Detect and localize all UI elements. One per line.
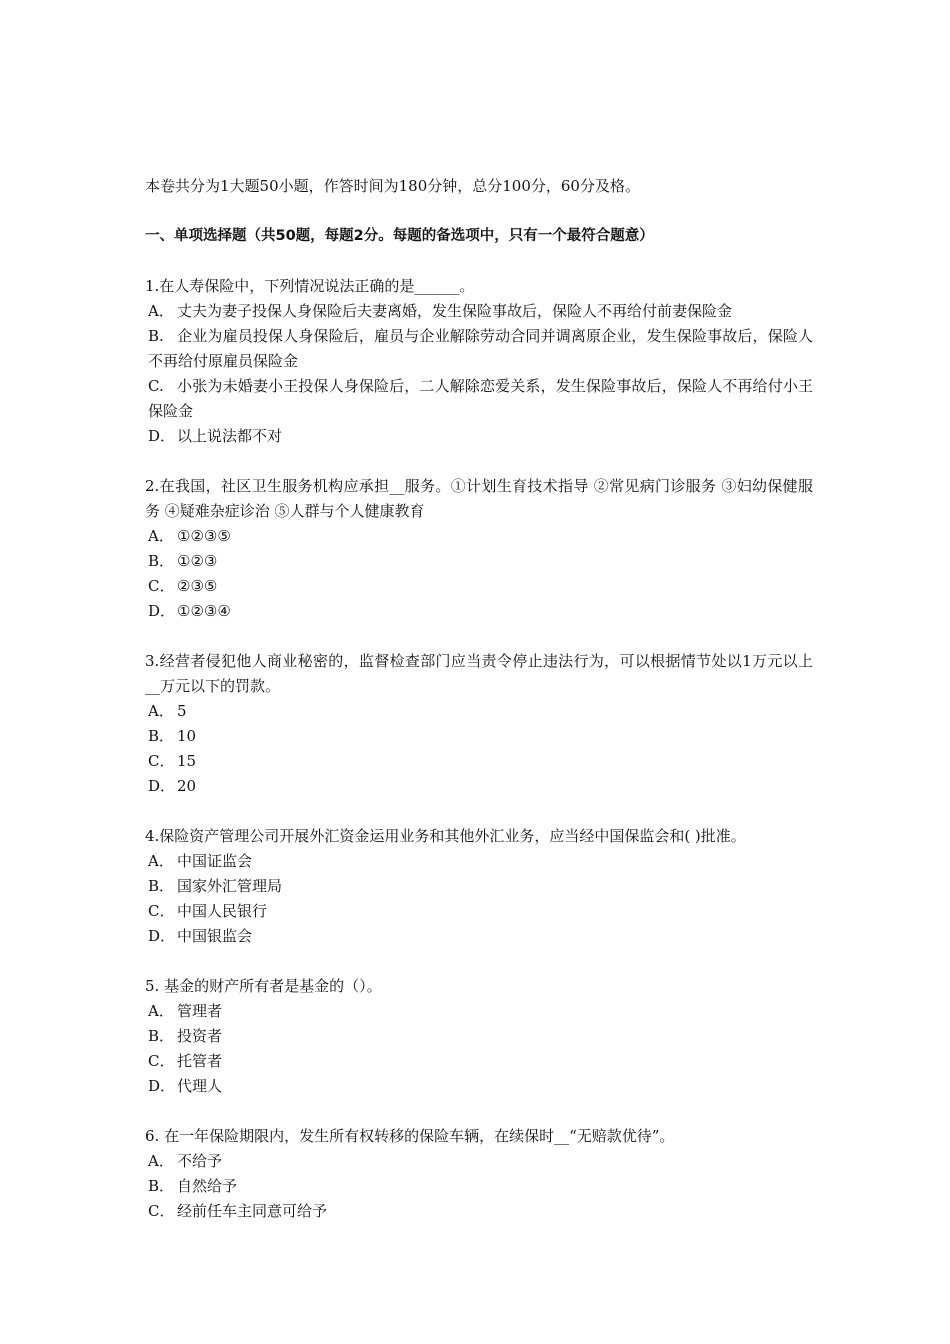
option-b (145, 1174, 813, 1199)
option-label: C． (148, 577, 175, 595)
option-c (145, 374, 813, 424)
option-text: 中国人民银行 (177, 902, 268, 920)
option-label: D． (148, 1077, 176, 1095)
question-2 (145, 474, 813, 624)
exam-document (145, 174, 813, 1249)
option-d (145, 1074, 813, 1099)
option-d (145, 424, 813, 449)
option-text: 代理人 (177, 1077, 223, 1095)
option-text: 20 (177, 777, 197, 795)
exam-intro: 本卷共分为1大题50小题，作答时间为180分钟，总分100分，60分及格。 (145, 177, 640, 195)
option-text: 5 (177, 702, 187, 720)
option-text: 小张为未婚妻小王投保人身保险后，二人解除恋爱关系，发生保险事故后，保险人不再给付小王保险金 (148, 377, 813, 420)
option-text: 管理者 (177, 1002, 223, 1020)
option-label: C. (148, 377, 164, 395)
option-label: B. (148, 327, 164, 345)
section-title: 一、单项选择题（共50题，每题2分。每题的备选项中，只有一个最符合题意） (145, 228, 654, 244)
option-label: C． (148, 752, 175, 770)
option-text: ①②③⑤ (177, 527, 231, 545)
option-a (145, 699, 813, 724)
option-text: 托管者 (177, 1052, 223, 1070)
option-b (145, 549, 813, 574)
option-label: B． (148, 727, 175, 745)
option-c (145, 574, 813, 599)
option-label: A． (148, 527, 174, 545)
question-5 (145, 974, 813, 1099)
question-6 (145, 1124, 813, 1224)
option-label: D． (148, 927, 176, 945)
option-label: C． (148, 902, 175, 920)
question-stem: 4.保险资产管理公司开展外汇资金运用业务和其他外汇业务，应当经中国保监会和( )批准。 (145, 827, 746, 845)
option-b (145, 874, 813, 899)
option-label: A． (148, 1002, 174, 1020)
option-d (145, 599, 813, 624)
option-d (145, 774, 813, 799)
option-text: 国家外汇管理局 (177, 877, 283, 895)
option-a (145, 524, 813, 549)
option-text: 中国银监会 (177, 927, 253, 945)
option-d (145, 924, 813, 949)
option-label: A． (148, 302, 174, 320)
option-b (145, 324, 813, 374)
option-text: 经前任车主同意可给予 (177, 1202, 328, 1220)
question-3 (145, 649, 813, 799)
option-label: A． (148, 852, 174, 870)
option-text: 不给予 (177, 1152, 223, 1170)
option-b (145, 1024, 813, 1049)
option-text: 以上说法都不对 (177, 427, 283, 445)
option-label: D． (148, 777, 176, 795)
option-a (145, 299, 813, 324)
option-label: B． (148, 877, 175, 895)
option-text: 中国证监会 (177, 852, 253, 870)
option-text: 15 (177, 752, 197, 770)
option-text: 企业为雇员投保人身保险后，雇员与企业解除劳动合同并调离原企业，发生保险事故后，保险人不再给付原雇员保险金 (148, 327, 813, 370)
option-text: 10 (177, 727, 197, 745)
option-label: D． (148, 427, 176, 445)
option-text: ①②③ (177, 552, 218, 570)
option-c (145, 1199, 813, 1224)
option-label: C． (148, 1052, 175, 1070)
question-stem: 3.经营者侵犯他人商业秘密的，监督检查部门应当责令停止违法行为，可以根据情节处以1万元以上__万元以下的罚款。 (145, 652, 813, 695)
option-text: 投资者 (177, 1027, 223, 1045)
option-label: B． (148, 1177, 175, 1195)
option-text: ①②③④ (177, 602, 231, 620)
option-c (145, 899, 813, 924)
option-a (145, 849, 813, 874)
option-c (145, 1049, 813, 1074)
question-1 (145, 274, 813, 449)
question-stem: 2.在我国，社区卫生服务机构应承担__服务。①计划生育技术指导 ②常见病门诊服务 ③妇幼保健服务 ④疑难杂症诊治 ⑤人群与个人健康教育 (145, 477, 813, 520)
option-text: 自然给予 (177, 1177, 238, 1195)
option-label: B． (148, 552, 175, 570)
option-label: A． (148, 1152, 174, 1170)
question-4 (145, 824, 813, 949)
option-label: D． (148, 602, 176, 620)
option-a (145, 999, 813, 1024)
option-text: ②③⑤ (177, 577, 218, 595)
option-text: 丈夫为妻子投保人身保险后夫妻离婚，发生保险事故后，保险人不再给付前妻保险金 (177, 302, 733, 320)
option-label: C． (148, 1202, 175, 1220)
option-a (145, 1149, 813, 1174)
question-stem: 5. 基金的财产所有者是基金的（）。 (145, 977, 382, 995)
option-c (145, 749, 813, 774)
option-label: A． (148, 702, 174, 720)
question-stem: 1.在人寿保险中，下列情况说法正确的是______。 (145, 277, 475, 295)
option-label: B． (148, 1027, 175, 1045)
question-stem: 6. 在一年保险期限内，发生所有权转移的保险车辆，在续保时__“无赔款优待”。 (145, 1127, 675, 1145)
option-b (145, 724, 813, 749)
